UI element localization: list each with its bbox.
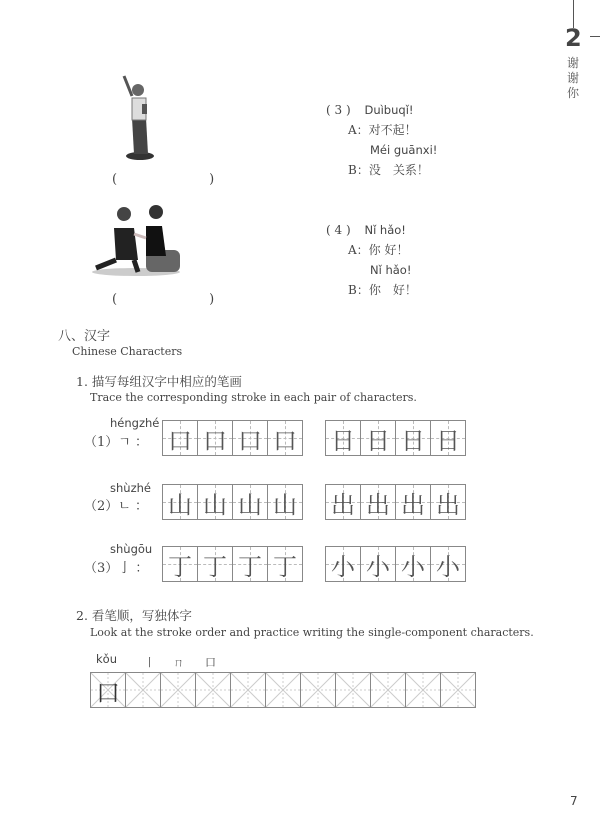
dialogue-pinyin: Nǐ hǎo! [364,223,406,237]
trace-cell[interactable]: 山 [268,485,302,519]
speaker-a-line: 对不起！ [368,123,417,137]
practice-cell-model [91,673,126,707]
practice-cell[interactable] [231,673,266,707]
trace-grid-right [325,546,466,582]
trace-grid-left [162,484,303,520]
row-label: （1）ㄱ ： [84,435,148,450]
trace-cell[interactable]: 山 [198,485,233,519]
exercise-1-title: 1. 描写每组汉字中相应的笔画 [76,374,242,389]
section-title-en: Chinese Characters [72,345,183,358]
exercise-2-title: 2. 看笔顺，写独体字 [76,608,192,623]
practice-cell[interactable] [441,673,475,707]
trace-grid-right [325,484,466,520]
trace-cell[interactable]: 口 [268,421,302,455]
trace-cell[interactable]: 出 [396,485,431,519]
trace-cell[interactable]: 丁 [268,547,302,581]
trace-cell[interactable]: 山 [163,485,198,519]
stroke-order-1: 丨 [144,656,155,669]
speaker-a-label: A： [348,243,369,257]
trace-cell[interactable]: 日 [431,421,465,455]
practice-cell[interactable] [371,673,406,707]
row-label: （3）亅 ： [84,561,149,576]
practice-cell[interactable] [196,673,231,707]
practice-cell[interactable] [126,673,161,707]
trace-cell[interactable]: 小 [361,547,396,581]
exercise-2-instructions: Look at the stroke order and practice writing the single-component characters. [90,626,534,639]
woman-waving-image [112,68,160,160]
tab-rule-horizontal [590,36,600,37]
answer-blank-woman[interactable]: ( ) [112,172,237,187]
practice-grid [90,672,476,708]
section-title: 八、汉字 [58,329,111,344]
stroke-order-3: 口 [205,656,216,669]
lesson-title: 谢 谢 你 [566,56,579,100]
speaker-b-pinyin: Méi guānxi! [370,143,438,157]
trace-cell[interactable]: 口 [233,421,268,455]
dialogue-4 [326,220,417,300]
dialogue-number: ( 3 ) [326,103,351,117]
trace-cell[interactable]: 小 [431,547,465,581]
trace-cell[interactable]: 出 [431,485,465,519]
dialogue-number: ( 4 ) [326,223,351,237]
man-kneeling-image [86,198,184,278]
speaker-b-label: B： [348,283,369,297]
speaker-a-label: A： [348,123,369,137]
trace-cell[interactable]: 出 [326,485,361,519]
trace-cell[interactable]: 日 [326,421,361,455]
page-number: 7 [570,794,578,808]
row-label: （2）ㄴ ： [84,499,148,514]
practice-cell[interactable] [266,673,301,707]
trace-grid-left [162,546,303,582]
dialogue-pinyin: Duìbuqǐ! [364,103,414,117]
speaker-a-line: 你 好！ [368,243,409,257]
stroke-order-2: ㄇ [173,656,184,669]
trace-cell[interactable]: 丁 [233,547,268,581]
stroke-name-pinyin: shùgōu [110,542,153,556]
practice-cell[interactable] [406,673,441,707]
practice-cell[interactable] [161,673,196,707]
speaker-b-line: 没 关系！ [368,163,429,177]
model-character: 口 [96,678,120,707]
dialogue-3 [326,100,437,180]
trace-cell[interactable]: 小 [396,547,431,581]
trace-cell[interactable]: 日 [361,421,396,455]
stroke-name-pinyin: shùzhé [110,481,151,495]
lesson-number: 2 [565,24,582,52]
answer-blank-couple[interactable]: ( ) [112,292,237,307]
practice-cell[interactable] [301,673,336,707]
trace-cell[interactable]: 山 [233,485,268,519]
speaker-b-pinyin: Nǐ hǎo! [370,263,412,277]
trace-cell[interactable]: 口 [198,421,233,455]
stroke-name-pinyin: héngzhé [110,416,160,430]
speaker-b-line: 你 好！ [368,283,417,297]
practice-cell[interactable] [336,673,371,707]
trace-grid-left [162,420,303,456]
trace-cell[interactable]: 丁 [163,547,198,581]
trace-cell[interactable]: 口 [163,421,198,455]
exercise-1-instructions: Trace the corresponding stroke in each pair of characters. [90,391,417,404]
trace-cell[interactable]: 日 [396,421,431,455]
trace-cell[interactable]: 丁 [198,547,233,581]
trace-grid-right [325,420,466,456]
trace-cell[interactable]: 出 [361,485,396,519]
trace-cell[interactable]: 小 [326,547,361,581]
practice-pinyin: kǒu [96,652,117,666]
speaker-b-label: B： [348,163,369,177]
